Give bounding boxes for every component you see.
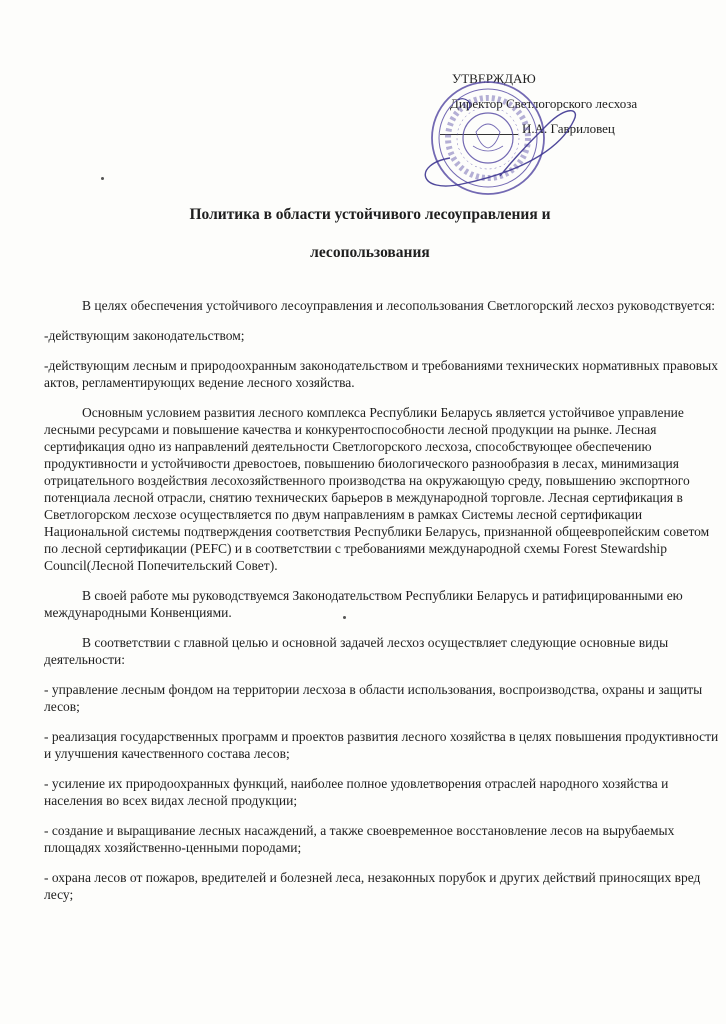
document-body	[44, 297, 720, 916]
paragraph-legislation: В своей работе мы руководствуемся Законодательством Республики Беларусь и ратифицированными ею международными Конвенциями.	[44, 588, 683, 620]
title-line-1: Политика в области устойчивого лесоуправления и	[189, 206, 551, 223]
scan-speck	[101, 177, 104, 180]
paragraph-activities: В соответствии с главной целью и основной задачей лесхоз осуществляет следующие основные виды деятельности:	[44, 635, 669, 667]
scan-speck	[343, 616, 346, 619]
list-item: - управление лесным фондом на территории лесхоза в области использования, воспроизводства, охраны и защиты лесов;	[44, 682, 703, 714]
list-item: -действующим лесным и природоохранным законодательством и требованиями технических нормативных правовых актов, регламентирующих ведение лесного хозяйства.	[44, 358, 718, 390]
official-seal-stamp	[388, 72, 588, 212]
paragraph-intro: В целях обеспечения устойчивого лесоуправления и лесопользования Светлогорский лесхоз руководствуется:	[82, 298, 716, 313]
paragraph-certification: Основным условием развития лесного комплекса Республики Беларусь является устойчивое управление лесными ресурсами и повышение качества и конкурентоспособности лесной продукции на рынке. Лесная сертификация одно из направлений деятельности Светлогорского лесхоза, способствующее обеспечению продуктивности и устойчивости древостоев, повышению биологического разнообразия в лесах, минимизация отрицательного воздействия лесохозяйственного производства на окружающую среду, повышению экспортного потенциала лесной отрасли, снятию технических барьеров в международной торговле. Лесная сертификация в Светлогорском лесхозе осуществляется по двум направлениям в рамках Системы лесной сертификации Национальной системы подтверждения соответствия Республики Беларусь, признанной общеевропейским советом по лесной сертификации (PEFC) и в соответствии с требованиями международной схемы Forest Stewardship Council(Лесной Попечительский Совет).	[44, 405, 710, 573]
approval-signatory: И.А. Гавриловец	[522, 121, 615, 136]
list-item: - усиление их природоохранных функций, наиболее полное удовлетворения отраслей народного хозяйства и населения во всех видах лесной продукции;	[44, 776, 669, 808]
approval-position: Директор Светлогорского лесхоза	[450, 96, 638, 111]
title-line-2: лесопользования	[310, 244, 430, 261]
approval-heading: УТВЕРЖДАЮ	[452, 71, 536, 86]
list-item: - реализация государственных программ и проектов развития лесного хозяйства в целях повышения продуктивности и улучшения качественного состава лесов;	[44, 729, 719, 761]
list-item: -действующим законодательством;	[44, 328, 245, 343]
list-item: - охрана лесов от пожаров, вредителей и болезней леса, незаконных порубок и других действий приносящих вред лесу;	[44, 870, 701, 902]
list-item: - создание и выращивание лесных насаждений, а также своевременное восстановление лесов на вырубаемых площадях хозяйственно-ценными породами;	[44, 823, 675, 855]
page-title	[90, 196, 650, 272]
